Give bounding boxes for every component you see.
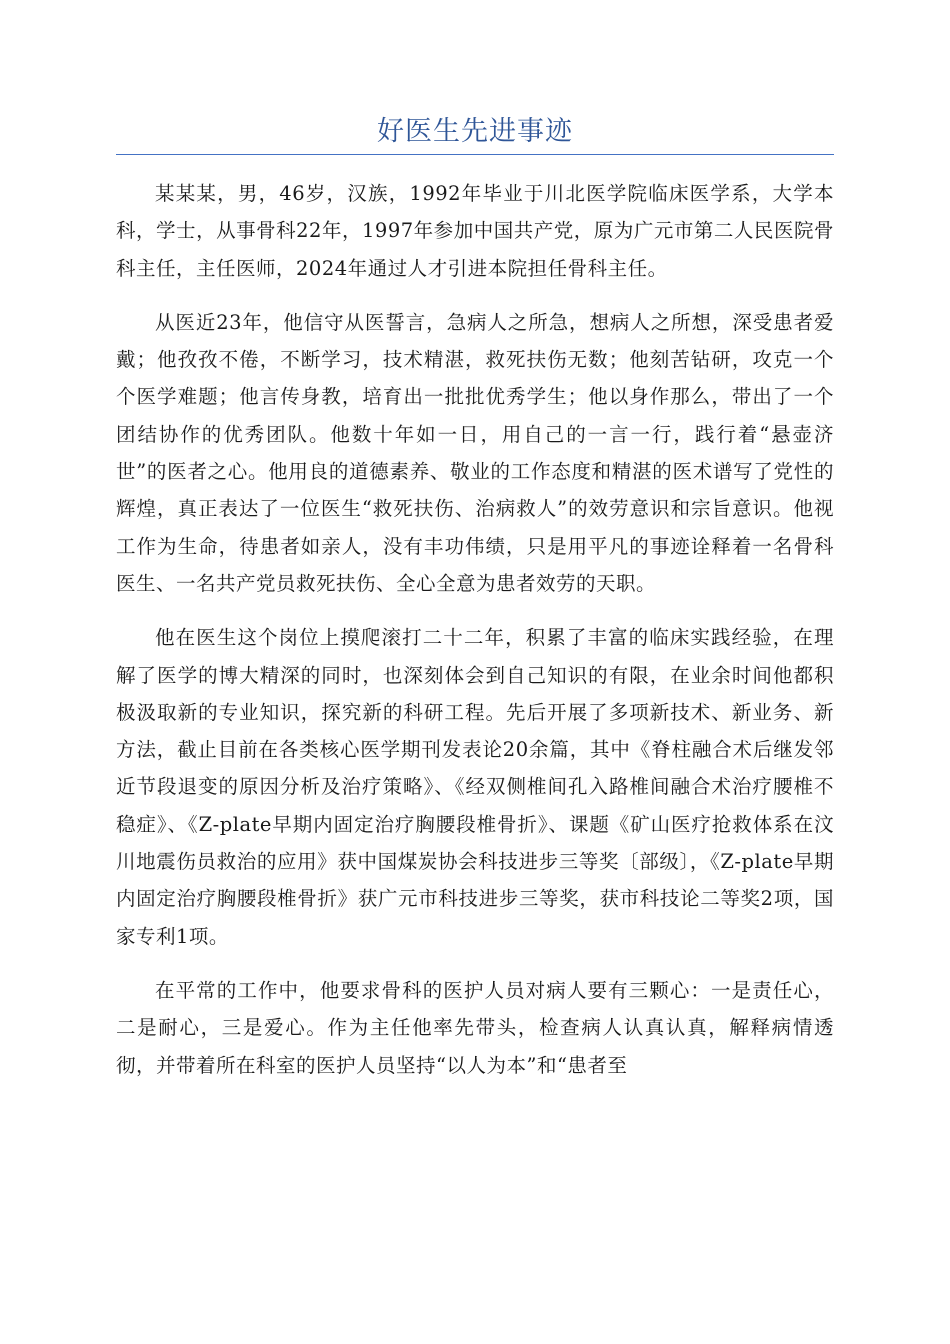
paragraph-4: 在平常的工作中，他要求骨科的医护人员对病人要有三颗心：一是责任心，二是耐心，三是爱心。作为主任他率先带头，检查病人认真认真，解释病情透彻，并带着所在科室的医护人员坚持“以人为本”和“患者至 <box>116 978 834 1077</box>
document-body <box>116 175 834 1101</box>
paragraph-1: 某某某，男，46岁，汉族，1992年毕业于川北医学院临床医学系，大学本科，学士，从事骨科22年，1997年参加中国共产党，原为广元市第二人民医院骨科主任，主任医师，2024年通过人才引进本院担任骨科主任。 <box>116 182 834 280</box>
title-underline <box>116 154 834 155</box>
paragraph-3: 他在医生这个岗位上摸爬滚打二十二年，积累了丰富的临床实践经验，在理解了医学的博大精深的同时，也深刻体会到自己知识的有限，在业余时间他都积极汲取新的专业知识，探究新的科研工程。先后开展了多项新技术、新业务、新方法，截止目前在各类核心医学期刊发表论20余篇，其中《脊柱融合术后继发邻近节段退变的原因分析及治疗策略》、《经双侧椎间孔入路椎间融合术治疗腰椎不稳症》、《Z-plate早期内固定治疗胸腰段椎骨折》、课题《矿山医疗抢救体系在汶川地震伤员救治的应用》获中国煤炭协会科技进步三等奖〔部级〕，《Z-plate早期内固定治疗胸腰段椎骨折》获广元市科技进步三等奖，获市科技论二等奖2项，国家专利1项。 <box>116 626 834 948</box>
paragraph-2: 从医近23年，他信守从医誓言，急病人之所急，想病人之所想，深受患者爱戴；他孜孜不倦，不断学习，技术精湛，救死扶伤无数；他刻苦钻研，攻克一个个医学难题；他言传身教，培育出一批批优秀学生；他以身作那么，带出了一个团结协作的优秀团队。他数十年如一日，用自己的一言一行，践行着“悬壶济世”的医者之心。他用良的道德素养、敬业的工作态度和精湛的医术谱写了党性的辉煌，真正表达了一位医生“救死扶伤、治病救人”的效劳意识和宗旨意识。他视工作为生命，待患者如亲人，没有丰功伟绩，只是用平凡的事迹诠释着一名骨科医生、一名共产党员救死扶伤、全心全意为患者效劳的天职。 <box>116 310 834 595</box>
document-title: 好医生先进事迹 <box>377 116 573 147</box>
